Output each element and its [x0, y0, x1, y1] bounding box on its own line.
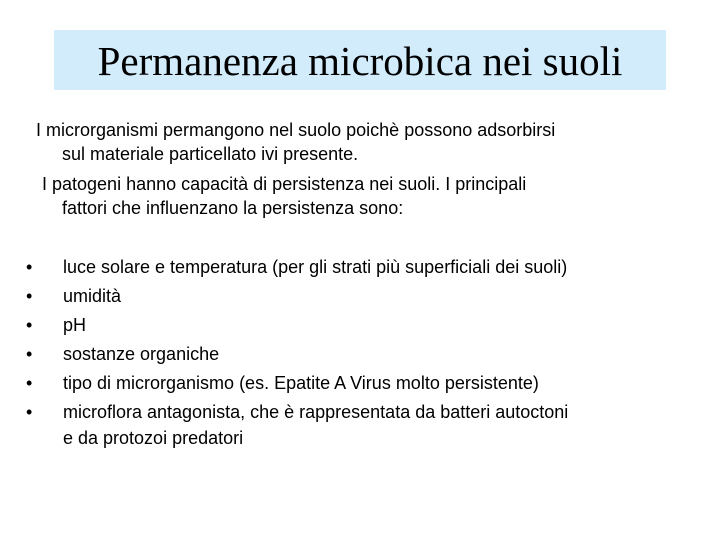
intro-paragraph-pathogens [42, 172, 526, 220]
bullet-icon: • [26, 257, 33, 277]
bullet-icon: • [26, 402, 33, 422]
list-item-text: luce solare e temperatura (per gli strati più superficiali dei suoli) [63, 257, 568, 277]
list-item-text: umidità [63, 286, 122, 306]
list-item [26, 369, 568, 398]
intro-paragraph-adsorption [36, 118, 555, 166]
persistence-factors-list [26, 253, 568, 450]
paragraph-line: fattori che influenzano la persistenza sono: [62, 198, 404, 218]
bullet-icon: • [26, 315, 33, 335]
title-banner [54, 30, 666, 90]
paragraph-line: I patogeni hanno capacità di persistenza nei suoli. I principali [42, 174, 527, 194]
list-item-text: sostanze organiche [63, 344, 220, 364]
list-item-text: tipo di microrganismo (es. Epatite A Virus molto persistente) [63, 373, 539, 393]
list-item [26, 253, 568, 282]
list-item [26, 311, 568, 340]
list-item-text: e da protozoi predatori [63, 428, 244, 448]
paragraph-line: sul materiale particellato ivi presente. [62, 144, 359, 164]
list-item-text: pH [63, 315, 87, 335]
bullet-icon: • [26, 286, 33, 306]
list-item [26, 340, 568, 369]
list-item [26, 398, 568, 450]
page-title: Permanenza microbica nei suoli [97, 37, 623, 84]
paragraph-line: I microrganismi permangono nel suolo poichè possono adsorbirsi [36, 120, 556, 140]
bullet-icon: • [26, 373, 33, 393]
list-item [26, 282, 568, 311]
list-item-text: microflora antagonista, che è rappresentata da batteri autoctoni [63, 402, 569, 422]
bullet-icon: • [26, 344, 33, 364]
